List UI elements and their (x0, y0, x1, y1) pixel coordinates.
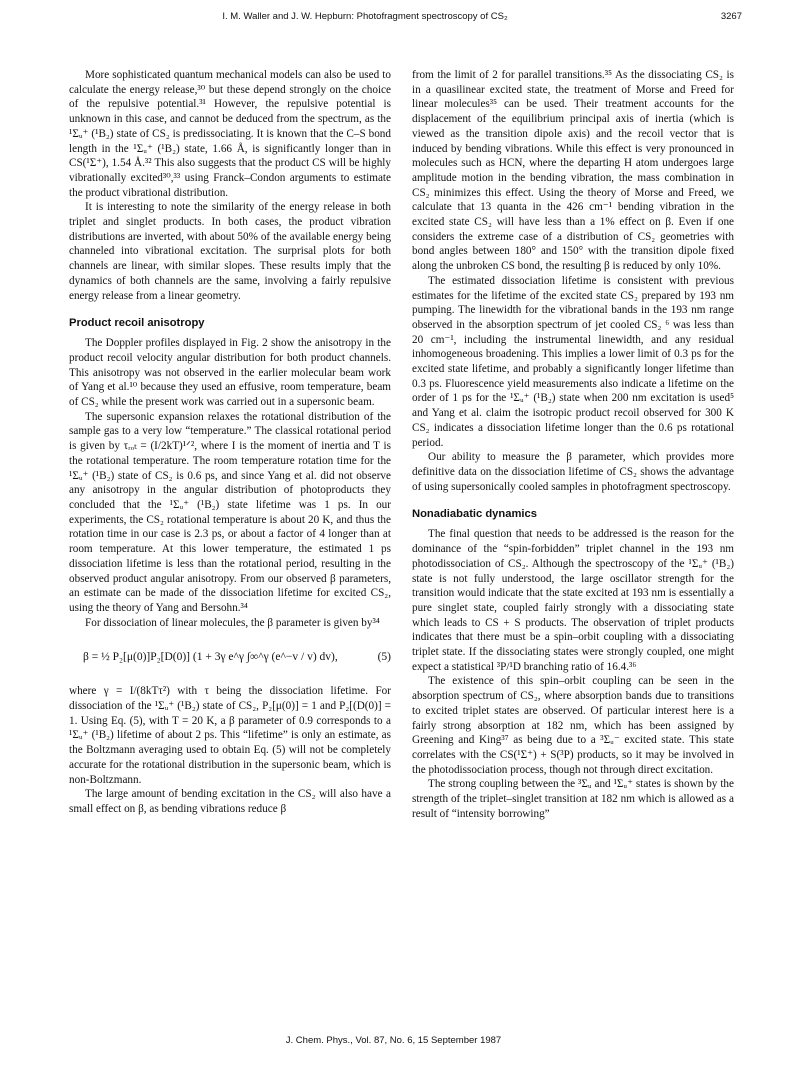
paragraph: The estimated dissociation lifetime is consistent with previous estimates for the lifetime of the excited state CS₂ prepared by 193 nm pumping. The linewidth for the vibrational bands in the 193 nm range observed in the absorption spectrum of jet cooled CS₂ ⁶ was less than 20 cm⁻¹, including the instrumental linewidth, and any residual inhomogeneous broadening. This implies a lower limit of 0.3 ps for the excited state lifetime, and probably a significantly longer lifetime than 0.3 ps. Fluorescence yield measurements also indicate a lifetime on the order of 1 ps for the ¹Σᵤ⁺ (¹B₂) state when 200 nm excitation is used⁵ and Yang et al. claim the isotropic product recoil observed for 300 K CS₂ indicates a dissociation lifetime longer than the 0.6 ps rotational period. (412, 274, 734, 449)
paragraph: The final question that needs to be addressed is the reason for the dominance of the “spin-forbidden” triplet channel in the 193 nm photodissociation of CS₂. Although the spectroscopy of the ¹Σᵤ⁺ (¹B₂) state is not fully understood, the large oscillator strength for the transition would indicate that the state excited at 193 nm is essentially a pure singlet state, coupled fairly strongly with a dissociating state which leads to CS + S products. The observation of triplet products indicates that there must be a spin–orbit coupling with a dissociating triplet state. If the dissociating states were strongly coupled, one might expect a statistical ³P/¹D branching ratio of 16.4.³⁶ (412, 528, 734, 673)
paragraph: The supersonic expansion relaxes the rotational distribution of the sample gas to a very low “temperature.” The classical rotational period is given by τᵣₒₜ = (I/2kT)¹ᐟ², where I is the moment of inertia and T is the rotational temperature. The room temperature rotation time for the ¹Σᵤ⁺ (¹B₂) state of CS₂ is 0.6 ps, and since Yang et al. did not observe any anisotropy in the angular distribution of photoproducts they concluded that the ¹Σᵤ⁺ (¹B₂) state lifetime was 1 ps. In our experiments, the CS₂ rotational temperature is about 20 K, and thus the rotation time in our case is 2.3 ps, or about a factor of 4 longer than at room temperature. At this lower temperature, the estimated 1 ps dissociation lifetime is less than the rotational period, resulting in the observed product angular anisotropy. From our observed β parameters, an estimate can be made of the dissociation lifetime for excited CS₂, using the theory of Yang and Bersohn.³⁴ (69, 410, 391, 614)
equation-block (69, 640, 391, 674)
equation-number: (5) (377, 650, 391, 663)
section-heading: Product recoil anisotropy (69, 317, 205, 330)
paragraph: It is interesting to note the similarity of the energy release in both triplet and singlet products. In both cases, the product vibration distributions are inverted, with about 50% of the available energy being channeled into vibrational excitation. The surprisal plots for both channels are linear, with similar slopes. These results imply that the dynamics of both channels are the same, involving a fairly repulsive energy release from a linear geometry. (69, 201, 391, 302)
paragraph: The strong coupling between the ³Σᵤ and ¹Σᵤ⁺ states is shown by the strength of the triplet–singlet transition at 182 nm which is allowed as a result of “intensity borrowing” (412, 778, 734, 820)
paragraph: where γ = I/(8kTτ²) with τ being the dissociation lifetime. For dissociation of the ¹Σᵤ⁺ (¹B₂) state of CS₂, P₂[μ(0)] = 1 and P₂[(D(0)] = 1. Using Eq. (5), with T = 20 K, a β parameter of 0.9 corresponds to a ¹Σᵤ⁺ (¹B₂) lifetime of about 2 ps. This “lifetime” is only an estimate, as the Boltzmann averaging used to obtain Eq. (5) will not be completely accurate for the rotational distribution in the supersonic beam, which is non-Boltzmann. (69, 685, 391, 786)
running-header (48, 11, 742, 25)
paragraph: The existence of this spin–orbit coupling can be seen in the absorption spectrum of CS₂, where absorption bands due to transitions to excited triplet states are observed. Of particular interest here is a fairly strong absorption at 182 nm, which has been assigned by Greening and King³⁷ as being due to a ³Σᵤ⁻ excited state. This state correlates with the CS(¹Σ⁺) + S(³P) products, so it may be involved in the photodissociation process, though not through direct excitation. (412, 675, 734, 776)
page-number: 3267 (720, 11, 742, 22)
paragraph: For dissociation of linear molecules, the β parameter is given by³⁴ (85, 616, 380, 629)
paragraph: from the limit of 2 for parallel transitions.³⁵ As the dissociating CS₂ is in a quasilinear excited state, the treatment of Morse and Freed for linear molecules³⁵ can be used. Their treatment accounts for the displacement of the equilibrium principal axis of inertia (which is viewed as the transition dipole axis) and the recoil vector that is induced by bending vibrations. While this effect is very pronounced in molecules such as HCN, where the departing H atom undergoes large amplitude motion in the bending vibration, the mass combination in CS₂ minimizes this effect. Using the theory of Morse and Freed, we calculate that 13 quanta in the 426 cm⁻¹ bending vibration in the excited state CS₂ will have less than a 1% effect on β. Even if one considers the extreme case of a distribution of CS₂ geometries with bond angles between 180° and 150° with the transition dipole fixed along the unbroken CS bond, the resulting β is reduced by only 10%. (412, 69, 734, 273)
paragraph: The Doppler profiles displayed in Fig. 2 show the anisotropy in the product recoil velocity angular distribution for both product channels. This anisotropy was not observed in the earlier molecular beam work of Yang et al.¹⁰ because they used an effusive, room temperature, beam of CS₂ while the present work was carried out in a supersonic beam. (69, 337, 391, 409)
section-heading: Nonadiabatic dynamics (412, 508, 537, 521)
paragraph: More sophisticated quantum mechanical models can also be used to calculate the energy release,³⁰ but these depend strongly on the choice of the repulsive potential.³¹ However, the repulsive potential is unknown in this case, and cannot be deduced from the spectrum, as the ¹Σᵤ⁺ (¹B₂) state of CS₂ is predissociating. It is known that the C–S bond length in the ¹Σᵤ⁺ (¹B₂) state, 1.66 Å, is significantly longer than in CS(¹Σ⁺), 1.54 Å.³² This also suggests that the product CS will be highly vibrationally excited³⁰,³³ using Franck–Condon arguments to estimate the product vibrational distribution. (69, 69, 391, 199)
paragraph: The large amount of bending excitation in the CS₂ will also have a small effect on β, as bending vibrations reduce β (69, 788, 391, 815)
left-column (69, 68, 391, 817)
equation: β = ½ P₂[μ(0)]P₂[D(0)] (1 + 3γ e^γ ∫∞^γ (e^−v / v) dv), (83, 650, 338, 663)
paragraph: Our ability to measure the β parameter, which provides more definitive data on the dissociation lifetime of CS₂ shows the advantage of using supersonically cooled samples in photofragment spectroscopy. (412, 451, 734, 493)
running-title: I. M. Waller and J. W. Hepburn: Photofragment spectroscopy of CS₂ (222, 11, 508, 22)
journal-footer: J. Chem. Phys., Vol. 87, No. 6, 15 September 1987 (285, 1035, 502, 1046)
right-column (412, 68, 734, 821)
